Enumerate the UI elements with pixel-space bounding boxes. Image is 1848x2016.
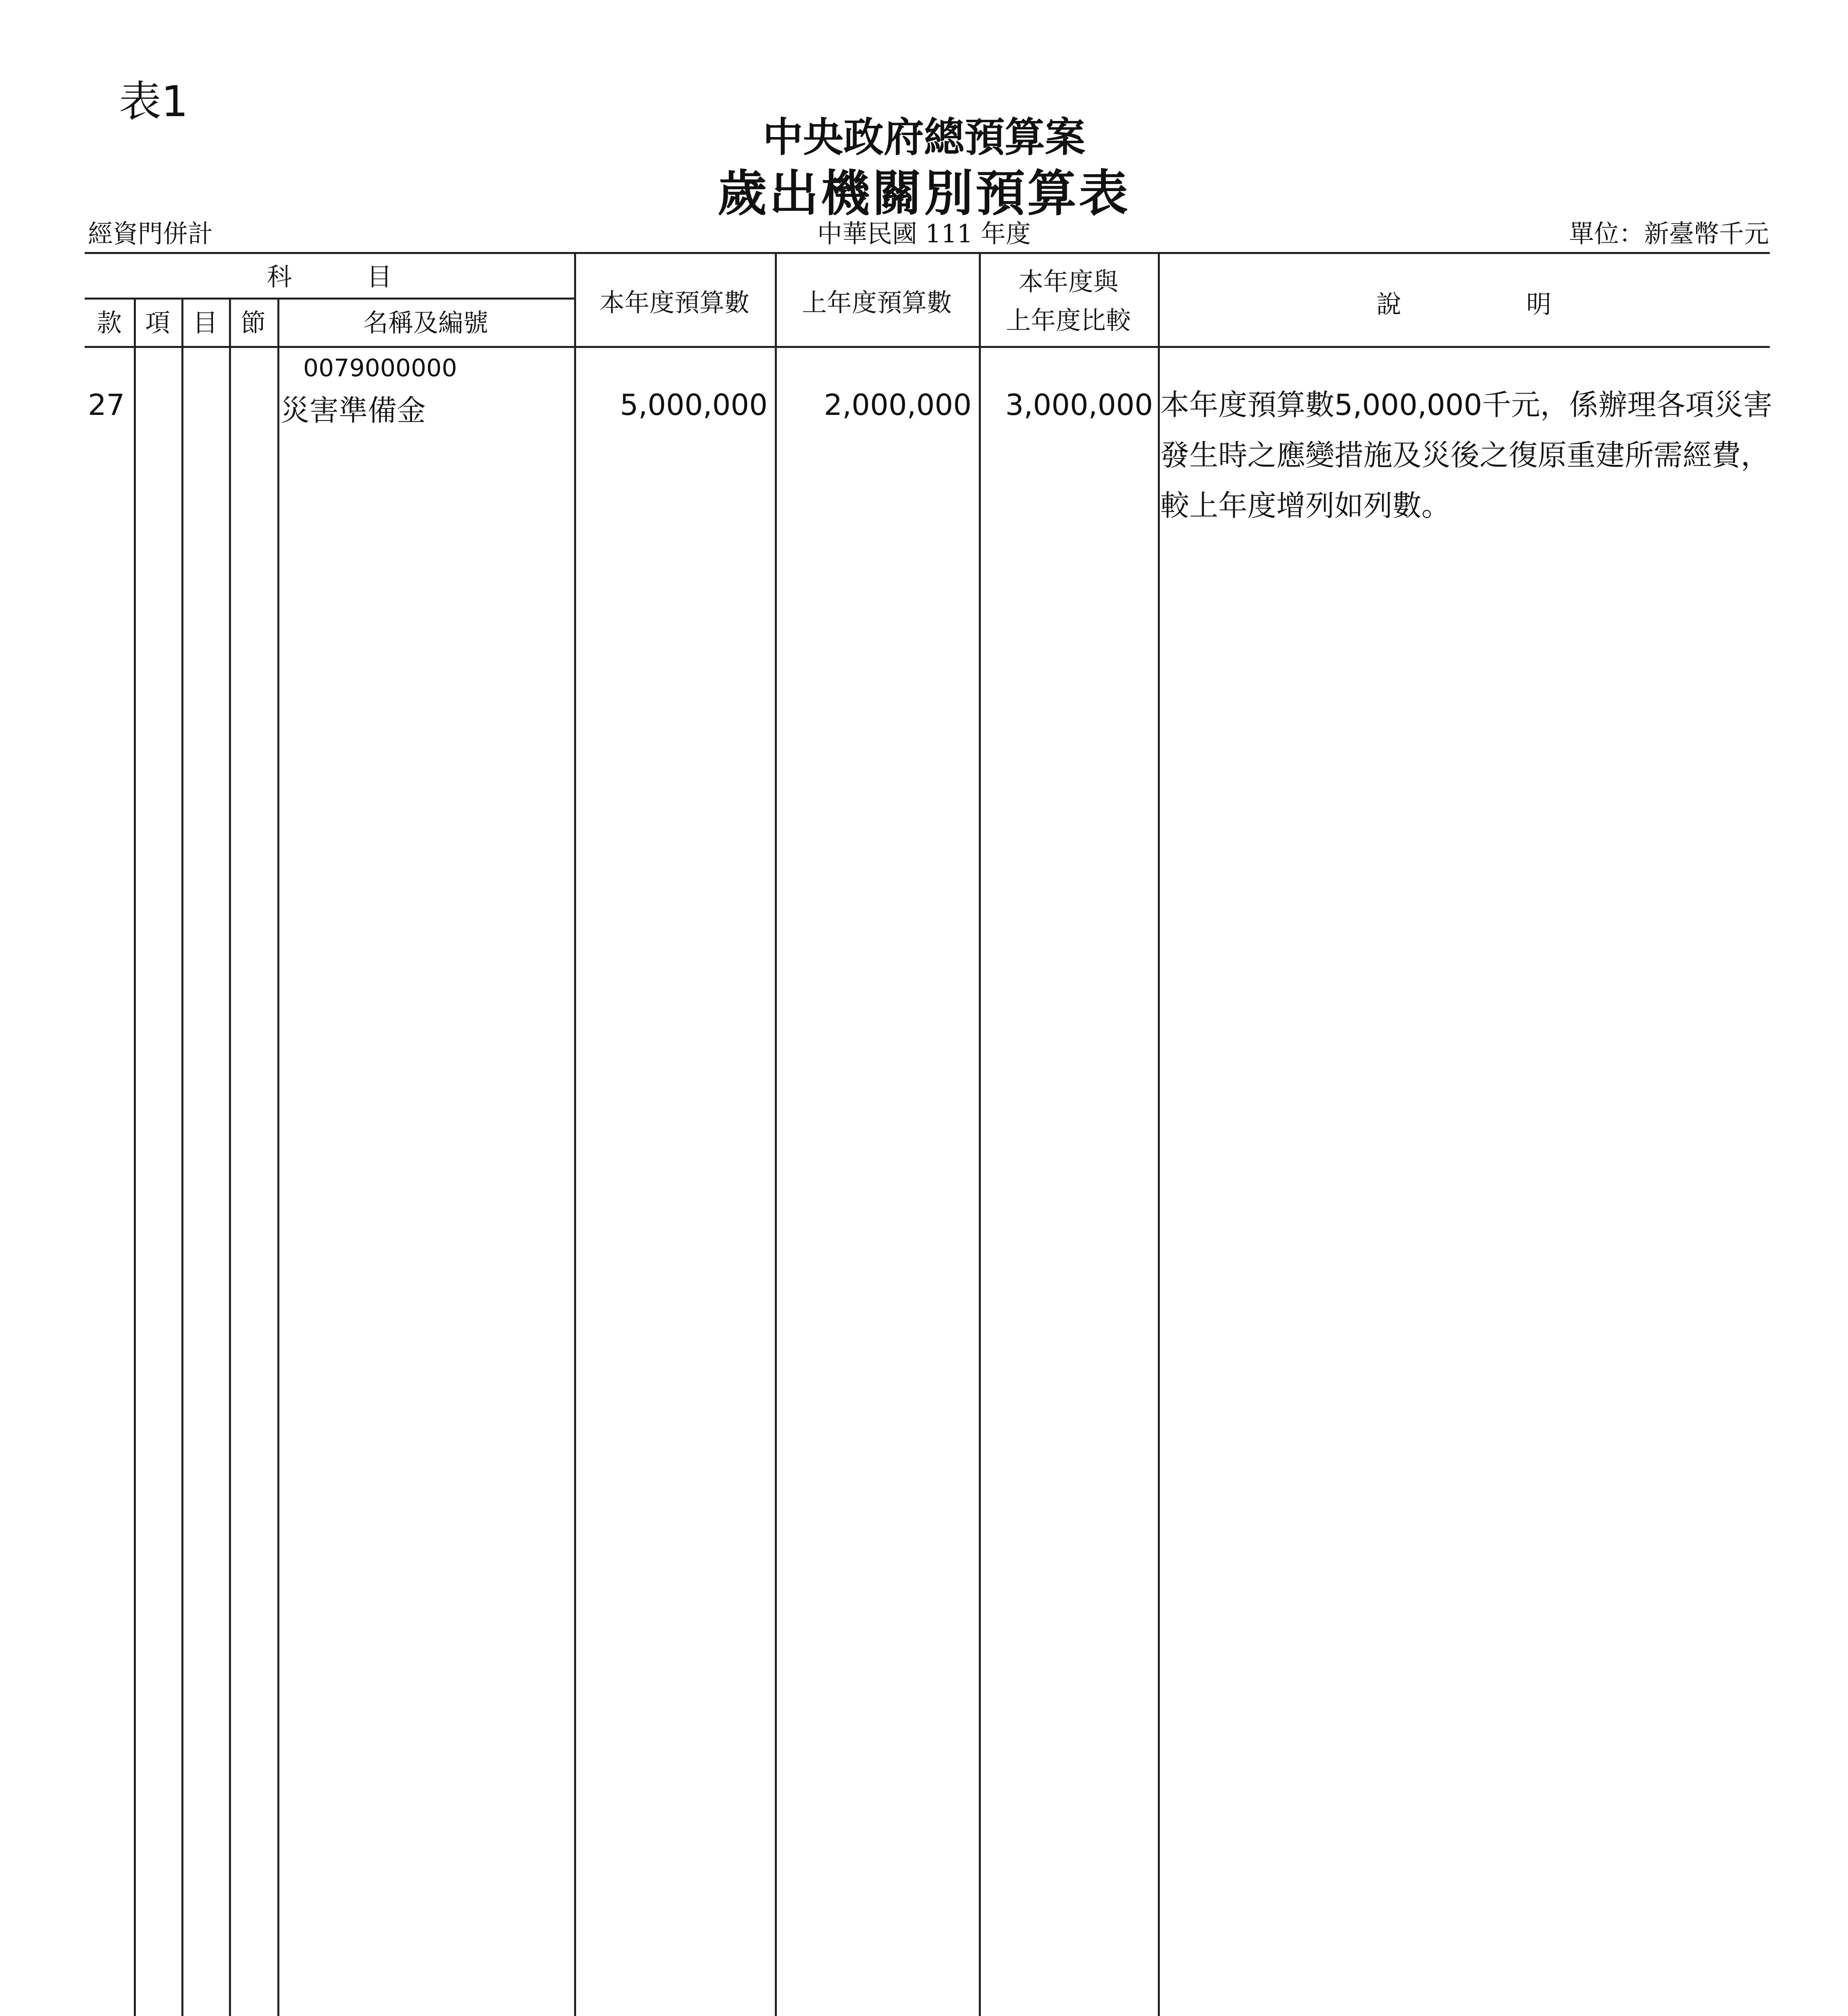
header-comparison-line2: 上年度比較 <box>1005 306 1131 335</box>
col-rule-name <box>574 252 576 2016</box>
header-current-budget: 本年度預算數 <box>599 288 749 317</box>
cell-previous-budget: 2,000,000 <box>824 388 972 422</box>
subject-divider-rule <box>85 298 576 300</box>
header-kuan: 款 <box>96 308 122 337</box>
col-rule-comparison <box>1158 252 1160 2016</box>
header-description: 說 明 <box>1376 289 1551 319</box>
header-bottom-rule <box>85 346 1770 348</box>
header-previous-budget: 上年度預算數 <box>801 288 952 317</box>
cell-code: 0079000000 <box>303 354 457 382</box>
header-mu: 目 <box>192 308 218 337</box>
header-jie: 節 <box>240 308 266 337</box>
col-rule-current <box>775 252 777 2016</box>
fiscal-year: 中華民國 111 年度 <box>817 219 1031 248</box>
capital-current-note: 經資門併計 <box>88 219 213 248</box>
table-number-label: 表1 <box>119 77 188 126</box>
header-name-code: 名稱及編號 <box>363 308 488 337</box>
table-top-rule <box>85 252 1770 254</box>
cell-comparison: 3,000,000 <box>1005 388 1153 422</box>
header-xiang: 項 <box>145 308 170 337</box>
col-rule-jie <box>277 298 279 2016</box>
cell-description: 本年度預算數5,000,000千元，係辦理各項災害發生時之應變措施及災後之復原重建所需經費，較上年度增列如列數。 <box>1160 388 1773 523</box>
cell-kuan: 27 <box>88 388 125 422</box>
col-rule-xiang <box>181 298 183 2016</box>
cell-name: 災害準備金 <box>281 394 426 427</box>
header-subject: 科 目 <box>266 262 392 292</box>
document-title: 中央政府總預算案 <box>763 113 1085 161</box>
col-rule-previous <box>979 252 981 2016</box>
document-subtitle: 歲出機關別預算表 <box>718 164 1130 222</box>
cell-current-budget: 5,000,000 <box>620 388 768 422</box>
col-rule-mu <box>229 298 231 2016</box>
header-comparison-line1: 本年度與 <box>1018 267 1118 296</box>
currency-unit: 單位：新臺幣千元 <box>1569 219 1769 248</box>
col-rule-kuan <box>134 298 136 2016</box>
